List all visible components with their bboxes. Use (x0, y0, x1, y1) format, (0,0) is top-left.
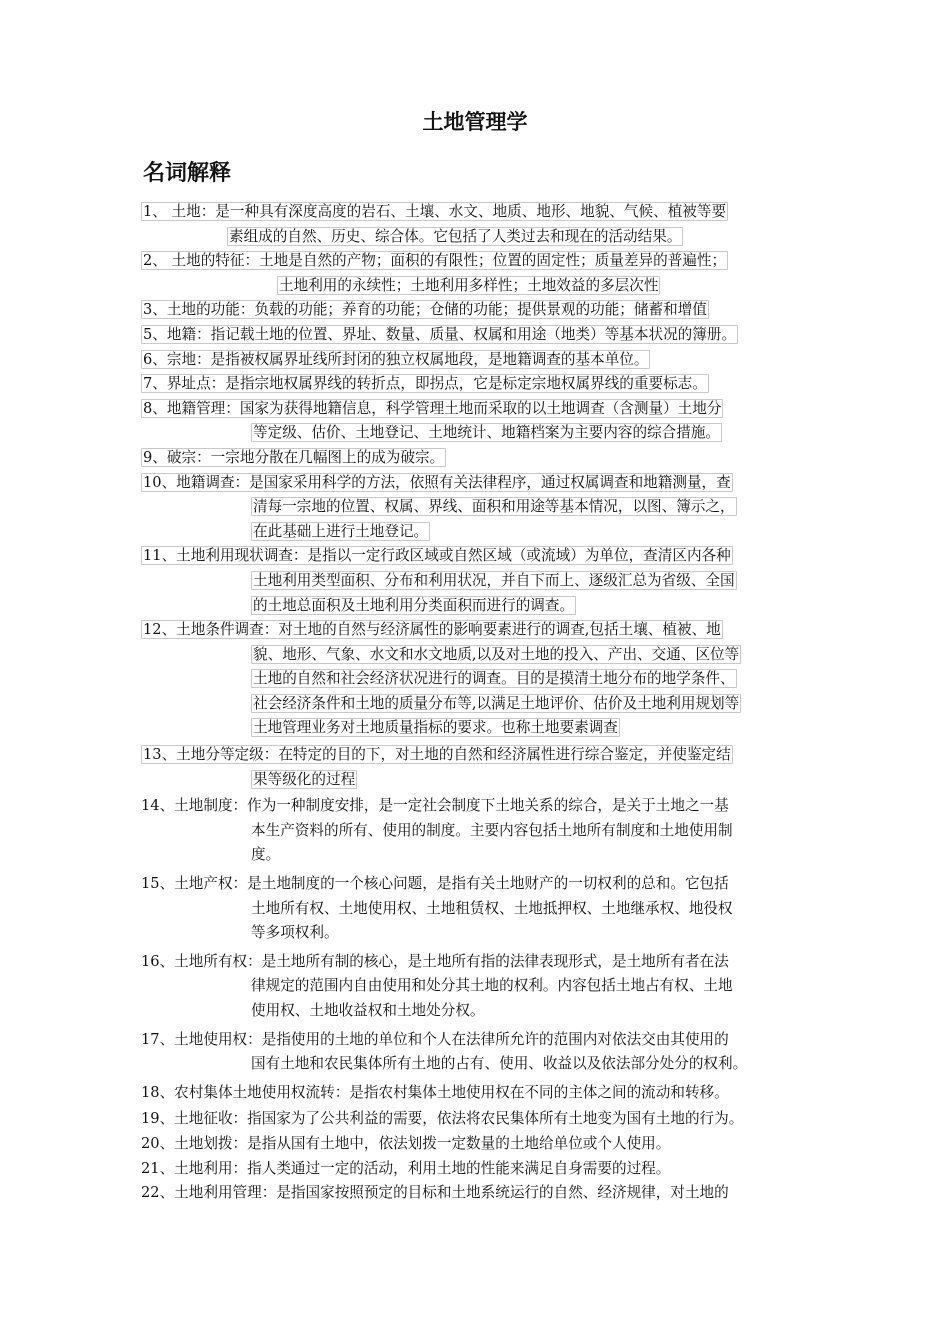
term-continuation-line (141, 495, 823, 520)
term-text: 2、 土地的特征：土地是自然的产物；面积的有限性；位置的固定性；质量差异的普遍性； (143, 252, 727, 270)
term-entry (141, 372, 823, 397)
term-continuation-line (141, 843, 823, 868)
term-entry (141, 1181, 823, 1206)
term-line (141, 372, 823, 397)
term-text: 15、土地产权：是土地制度的一个核心问题，是指有关土地财产的一切权利的总和。它包括 (141, 875, 729, 893)
term-text: 等定级、估价、土地登记、土地统计、地籍档案为主要内容的综合措施。 (253, 424, 721, 442)
term-text: 13、土地分等定级：在特定的目的下，对土地的自然和经济属性进行综合鉴定，并使鉴定结 (143, 746, 731, 764)
term-continuation-line (141, 225, 823, 250)
term-line (141, 1181, 823, 1206)
term-entry (141, 794, 823, 868)
term-text: 清每一宗地的位置、权属、界线、面积和用途等基本情况，以图、簿示之， (253, 498, 735, 516)
term-entry (141, 348, 823, 373)
term-entry (141, 1028, 823, 1077)
term-text: 3、土地的功能：负载的功能；养育的功能；仓储的功能；提供景观的功能；储蓄和增值 (143, 301, 707, 319)
term-continuation-line (141, 667, 823, 692)
term-text: 11、土地利用现状调查：是指以一定行政区域或自然区域（或流域）为单位，查清区内各种 (143, 547, 731, 565)
term-line (141, 794, 823, 819)
term-text: 22、土地利用管理：是指国家按照预定的目标和土地系统运行的自然、经济规律，对土地的 (141, 1184, 729, 1202)
term-line (141, 950, 823, 975)
term-text: 土地利用类型面积、分布和利用状况，并自下而上、逐级汇总为省级、全国 (253, 571, 735, 589)
term-text: 19、土地征收：指国家为了公共利益的需要，依法将农民集体所有土地变为国有土地的行为。 (141, 1110, 744, 1128)
term-text: 土地管理业务对土地质量指标的要求。也称土地要素调查 (253, 719, 618, 737)
term-text: 16、土地所有权：是土地所有制的核心，是土地所有指的法律表现形式，是土地所有者在法 (141, 952, 729, 970)
term-line (141, 323, 823, 348)
term-entry (141, 471, 823, 545)
term-entry (141, 1132, 823, 1157)
section-heading: 名词解释 (143, 161, 232, 186)
term-line (141, 1157, 823, 1182)
term-continuation-line (141, 594, 823, 619)
term-entry (141, 1157, 823, 1182)
term-text: 国有土地和农民集体所有土地的占有、使用、收益以及依法部分处分的权利。 (251, 1055, 748, 1073)
term-text: 的土地总面积及土地利用分类面积而进行的调查。 (253, 596, 575, 614)
term-text: 5、地籍：指记载土地的位置、界址、数量、质量、权属和用途（地类）等基本状况的簿册。 (143, 325, 737, 343)
term-entry (141, 872, 823, 946)
term-continuation-line (141, 897, 823, 922)
page-title: 土地管理学 (422, 110, 528, 134)
term-continuation-line (141, 692, 823, 717)
term-text: 等多项权利。 (251, 924, 339, 942)
term-entry (141, 950, 823, 1024)
term-list (141, 200, 823, 1206)
term-text: 10、地籍调查：是国家采用科学的方法，依照有关法律程序，通过权属调查和地籍测量，查 (143, 473, 731, 491)
term-text: 土地利用的永续性；土地利用多样性；土地效益的多层次性 (279, 276, 659, 294)
term-continuation-line (141, 274, 823, 299)
term-line (141, 397, 823, 422)
term-text: 素组成的自然、历史、综合体。它包括了人类过去和现在的活动结果。 (229, 227, 682, 245)
term-entry (141, 544, 823, 618)
term-text: 土地所有权、土地使用权、土地租赁权、土地抵押权、土地继承权、地役权 (251, 899, 733, 917)
term-continuation-line (141, 819, 823, 844)
term-continuation-line (141, 974, 823, 999)
term-continuation-line (141, 768, 823, 793)
term-text: 使用权、土地收益权和土地处分权。 (251, 1002, 485, 1019)
term-line (141, 446, 823, 471)
term-continuation-line (141, 999, 823, 1024)
term-line (141, 872, 823, 897)
term-line (141, 1107, 823, 1132)
term-entry (141, 323, 823, 348)
term-text: 本生产资料的所有、使用的制度。主要内容包括土地所有制度和土地使用制 (251, 821, 733, 839)
term-continuation-line (141, 643, 823, 668)
term-continuation-line (141, 569, 823, 594)
term-entry (141, 298, 823, 323)
term-entry (141, 446, 823, 471)
term-text: 貌、地形、气象、水文和水文地质,以及对土地的投入、产出、交通、区位等 (253, 645, 740, 663)
term-text: 18、农村集体土地使用权流转：是指农村集体土地使用权在不同的主体之间的流动和转移。 (141, 1083, 729, 1101)
term-continuation-line (141, 1052, 823, 1077)
term-text: 7、界址点：是指宗地权属界线的转折点，即拐点，它是标定宗地权属界线的重要标志。 (143, 375, 707, 393)
term-text: 社会经济条件和土地的质量分布等,以满足土地评价、估价及土地利用规划等 (253, 694, 740, 712)
term-continuation-line (141, 921, 823, 946)
term-text: 土地的自然和社会经济状况进行的调查。目的是摸清土地分布的地学条件、 (253, 670, 735, 688)
term-line (141, 1081, 823, 1106)
term-entry (141, 1081, 823, 1106)
term-line (141, 249, 823, 274)
term-text: 8、地籍管理：国家为获得地籍信息，科学管理土地而采取的以土地调查（含测量）土地分 (143, 399, 722, 417)
term-continuation-line (141, 716, 823, 741)
term-text: 果等级化的过程 (253, 770, 356, 788)
term-text: 21、土地利用：指人类通过一定的活动，利用土地的性能来满足自身需要的过程。 (141, 1159, 671, 1177)
term-continuation-line (141, 421, 823, 446)
term-line (141, 200, 823, 225)
term-line (141, 348, 823, 373)
term-text: 度。 (251, 846, 281, 864)
term-entry (141, 618, 823, 741)
term-entry (141, 1107, 823, 1132)
term-text: 1、 土地：是一种具有深度高度的岩石、土壤、水文、地质、地形、地貌、气候、植被等要 (143, 203, 727, 220)
term-line (141, 298, 823, 323)
term-line (141, 743, 823, 768)
term-text: 6、宗地：是指被权属界址线所封闭的独立权属地段，是地籍调查的基本单位。 (143, 350, 649, 368)
term-entry (141, 397, 823, 446)
term-text: 9、破宗：一宗地分散在几幅图上的成为破宗。 (143, 448, 445, 466)
term-text: 律规定的范围内自由使用和处分其土地的权利。内容包括土地占有权、土地 (251, 977, 733, 995)
term-continuation-line (141, 520, 823, 545)
term-text: 14、土地制度：作为一种制度安排，是一定社会制度下土地关系的综合，是关于土地之一基 (141, 797, 729, 815)
term-text: 在此基础上进行土地登记。 (253, 522, 429, 540)
term-entry (141, 249, 823, 298)
term-entry (141, 743, 823, 792)
term-text: 12、土地条件调查：对土地的自然与经济属性的影响要素进行的调查,包括土壤、植被、地 (143, 621, 721, 639)
term-entry (141, 200, 823, 249)
term-line (141, 618, 823, 643)
term-text: 17、土地使用权：是指使用的土地的单位和个人在法律所允许的范围内对依法交由其使用的 (141, 1030, 729, 1048)
term-line (141, 1132, 823, 1157)
term-line (141, 544, 823, 569)
term-line (141, 1028, 823, 1053)
term-line (141, 471, 823, 496)
term-text: 20、土地划拨：是指从国有土地中，依法划拨一定数量的土地给单位或个人使用。 (141, 1134, 671, 1152)
